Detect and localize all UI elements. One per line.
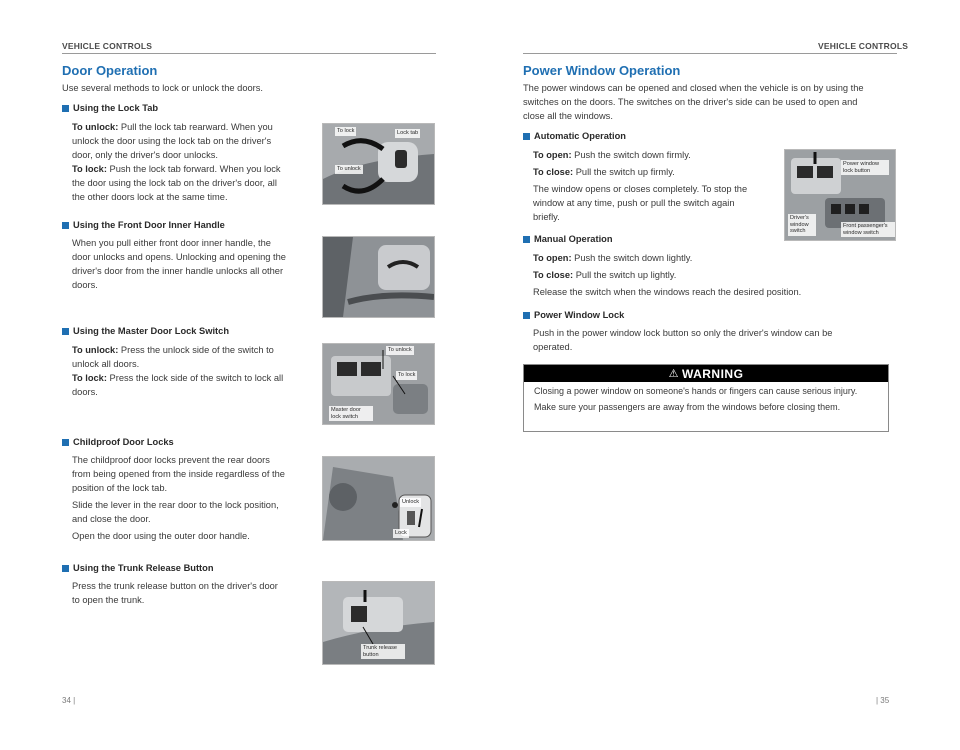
right-page-number: | 35: [876, 696, 890, 705]
trunk-release-text: [72, 579, 312, 607]
text-line: To close: Pull the switch up lightly.: [533, 270, 677, 280]
text-line: door unlocks and opens. Unlocking and opening the: [72, 252, 286, 262]
bullet-square-icon: [62, 328, 69, 335]
callout-front-passengers-window-switch: Front passenger's window switch: [841, 222, 895, 237]
callout-lock-tab: Lock tab: [397, 130, 419, 136]
text-line: To unlock: Pull the lock tab rearward. When you: [72, 122, 273, 132]
text-line: operated.: [533, 342, 573, 352]
childproof-text: [72, 453, 312, 543]
text-line: door, only the driver's door unlocks.: [72, 150, 218, 160]
master-switch-image: [322, 343, 435, 425]
callout-lock: Lock: [395, 530, 407, 536]
section-heading-power-window-lock: [523, 310, 624, 320]
text-line: to open the trunk.: [72, 595, 145, 605]
section-heading-text: Power Window Lock: [534, 310, 625, 320]
bullet-square-icon: [62, 439, 69, 446]
text-line: To open: Push the switch down firmly.: [533, 150, 691, 160]
section-heading-text: Using the Trunk Release Button: [73, 563, 214, 573]
warning-line: Make sure your passengers are away from the windows before closing them.: [534, 402, 841, 412]
callout-power-window-lock-button: Power window lock button: [841, 160, 889, 175]
text-line: from being opened from the inside regardless of the: [72, 469, 285, 479]
warning-body: [524, 382, 888, 414]
intro-line: The power windows can be opened and closed when the vehicle is on by using the: [523, 83, 864, 93]
section-heading-text: Automatic Operation: [534, 131, 626, 141]
warning-box: [523, 364, 889, 432]
automatic-text: [533, 148, 773, 224]
text-line: Release the switch when the windows reach the desired position.: [533, 287, 802, 297]
left-page-title: Door Operation: [62, 63, 158, 78]
inner-handle-illustration: [323, 237, 434, 317]
section-heading-text: Using the Lock Tab: [73, 103, 159, 113]
childproof-image: [322, 456, 435, 541]
section-heading-lock-tab: [62, 103, 158, 113]
bullet-square-icon: [523, 312, 530, 319]
callout-trunk-release-button: Trunk release button: [361, 644, 405, 659]
trunk-release-image: [322, 581, 435, 665]
text-line: The childproof door locks prevent the rear doors: [72, 455, 270, 465]
text-line: unlock the door using the lock tab on the driver's: [72, 136, 272, 146]
bullet-square-icon: [523, 133, 530, 140]
text-line: doors.: [72, 387, 98, 397]
section-heading-inner-handle: [62, 220, 225, 230]
section-heading-master-switch: [62, 326, 229, 336]
right-header-rule: [523, 53, 897, 54]
lock-tab-image: [322, 123, 435, 205]
warning-line: Closing a power window on someone's hands or fingers can cause serious injury.: [534, 386, 858, 396]
bullet-square-icon: [62, 565, 69, 572]
warning-triangle-icon: ⚠: [668, 368, 679, 380]
inner-handle-image: [322, 236, 435, 318]
master-switch-text: [72, 343, 312, 399]
section-heading-childproof: [62, 437, 174, 447]
text-line: Open the door using the outer door handle.: [72, 531, 250, 541]
text-line: Push in the power window lock button so only the driver's window can be: [533, 328, 833, 338]
callout-master-door-lock-switch: Master door lock switch: [329, 406, 373, 421]
text-line: and close the door.: [72, 514, 151, 524]
text-line: To open: Push the switch down lightly.: [533, 253, 693, 263]
text-line: To lock: Press the lock side of the switch to lock all: [72, 373, 284, 383]
power-window-lock-text: [533, 326, 893, 354]
warning-header: [524, 365, 888, 382]
text-line: driver's door from the inner handle unlocks all other: [72, 266, 284, 276]
left-intro: Use several methods to lock or unlock the doors.: [62, 83, 264, 93]
section-heading-trunk-release: [62, 563, 214, 573]
text-line: Press the trunk release button on the driver's door: [72, 581, 278, 591]
text-line: briefly.: [533, 212, 560, 222]
text-line: Slide the lever in the rear door to the lock position,: [72, 500, 279, 510]
text-line: window at any time, push or pull the switch again: [533, 198, 735, 208]
intro-line: close all the windows.: [523, 111, 613, 121]
right-intro: [523, 81, 893, 123]
callout-to-unlock: To unlock: [388, 347, 412, 353]
bullet-square-icon: [62, 105, 69, 112]
callout-to-unlock: To unlock: [337, 166, 361, 172]
section-heading-text: Using the Master Door Lock Switch: [73, 326, 230, 336]
intro-line: switches on the doors. The switches on the driver's side can be used to open and: [523, 97, 858, 107]
text-line: position of the lock tab.: [72, 483, 168, 493]
text-line: The window opens or closes completely. To stop the: [533, 184, 748, 194]
left-page-number: 34 |: [62, 696, 76, 705]
text-line: doors.: [72, 280, 98, 290]
text-line: unlock all doors.: [72, 359, 140, 369]
right-running-header: VEHICLE CONTROLS: [818, 41, 909, 51]
text-line: To close: Pull the switch up firmly.: [533, 167, 675, 177]
section-heading-text: Using the Front Door Inner Handle: [73, 220, 225, 230]
warning-title: WARNING: [681, 366, 744, 381]
bullet-square-icon: [523, 236, 530, 243]
callout-to-lock: To lock: [398, 372, 416, 378]
lock-tab-text: [72, 120, 312, 204]
text-line: the door using the lock tab on the driver's door, all: [72, 178, 277, 188]
callout-to-lock: To lock: [337, 128, 355, 134]
left-running-header: VEHICLE CONTROLS: [62, 41, 153, 51]
power-window-image: [784, 149, 896, 241]
callout-drivers-window-switch: Driver's window switch: [788, 214, 816, 236]
inner-handle-text: [72, 236, 312, 292]
text-line: To unlock: Press the unlock side of the switch to: [72, 345, 274, 355]
section-heading-text: Childproof Door Locks: [73, 437, 174, 447]
text-line: the other doors lock at the same time.: [72, 192, 228, 202]
section-heading-text: Manual Operation: [534, 234, 613, 244]
right-page-title: Power Window Operation: [523, 63, 681, 78]
bullet-square-icon: [62, 222, 69, 229]
callout-unlock: Unlock: [402, 499, 420, 505]
left-header-rule: [62, 53, 436, 54]
section-heading-automatic: [523, 131, 626, 141]
manual-text: [533, 251, 893, 299]
section-heading-manual: [523, 234, 613, 244]
text-line: To lock: Push the lock tab forward. When you lock: [72, 164, 281, 174]
text-line: When you pull either front door inner handle, the: [72, 238, 271, 248]
